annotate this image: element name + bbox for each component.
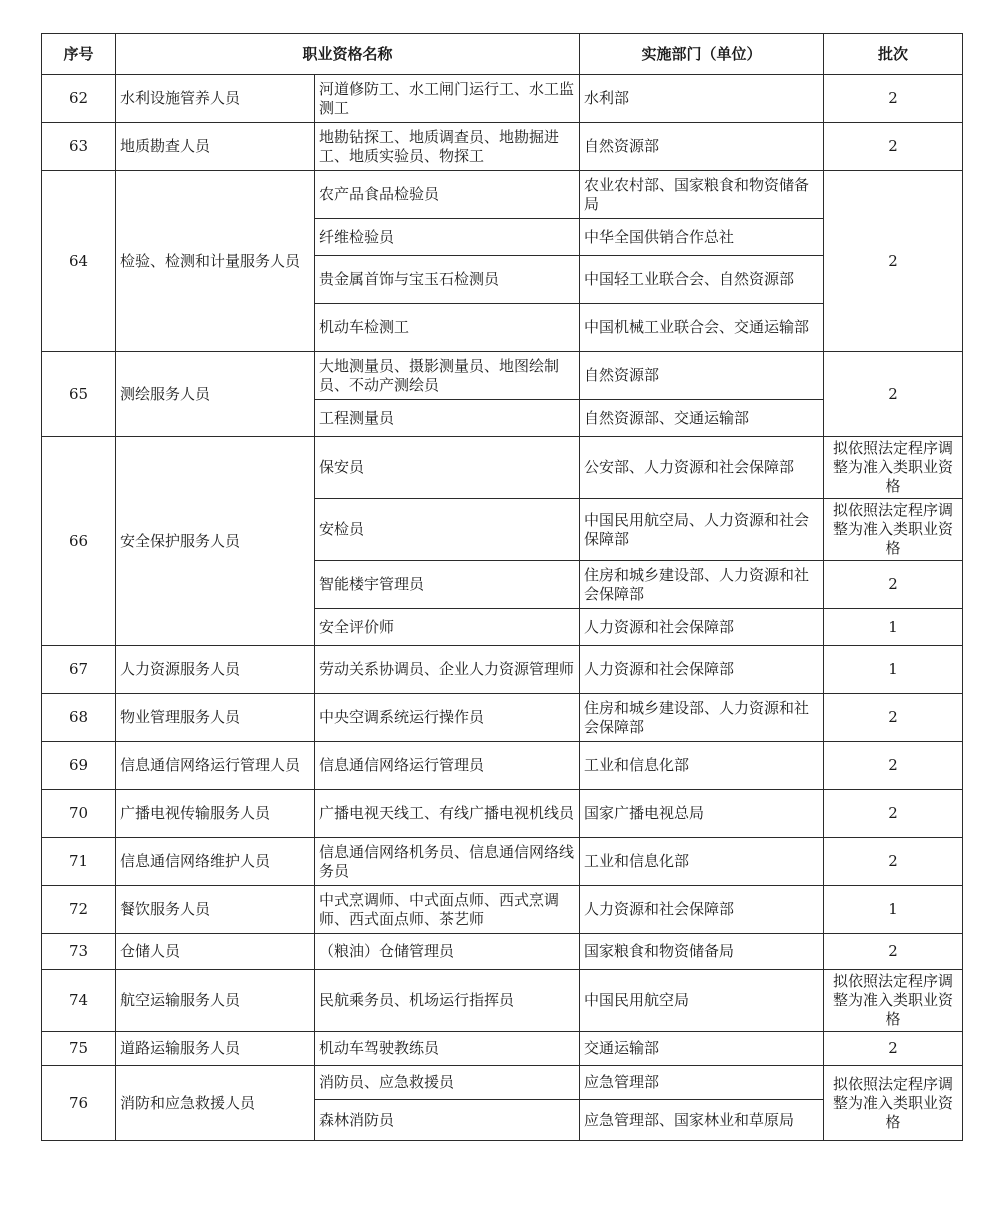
implementing-department: 国家广播电视总局 bbox=[580, 790, 824, 838]
occupation-category: 餐饮服务人员 bbox=[116, 886, 315, 934]
occupation-category: 信息通信网络维护人员 bbox=[116, 838, 315, 886]
batch: 2 bbox=[824, 123, 963, 171]
header-num: 序号 bbox=[42, 34, 116, 75]
implementing-department: 住房和城乡建设部、人力资源和社会保障部 bbox=[580, 694, 824, 742]
batch: 2 bbox=[824, 742, 963, 790]
occupation-category: 道路运输服务人员 bbox=[116, 1032, 315, 1066]
qualification-name: 安全评价师 bbox=[315, 609, 580, 646]
row-number: 68 bbox=[42, 694, 116, 742]
implementing-department: 自然资源部 bbox=[580, 352, 824, 400]
table-row bbox=[42, 790, 963, 838]
row-number: 71 bbox=[42, 838, 116, 886]
table-row bbox=[42, 886, 963, 934]
implementing-department: 交通运输部 bbox=[580, 1032, 824, 1066]
implementing-department: 工业和信息化部 bbox=[580, 838, 824, 886]
occupation-category: 航空运输服务人员 bbox=[116, 970, 315, 1032]
row-number: 63 bbox=[42, 123, 116, 171]
batch: 拟依照法定程序调整为准入类职业资格 bbox=[824, 437, 963, 499]
table-row bbox=[42, 934, 963, 970]
qualification-name: 保安员 bbox=[315, 437, 580, 499]
occupation-category: 水利设施管养人员 bbox=[116, 75, 315, 123]
qualification-name: 信息通信网络运行管理员 bbox=[315, 742, 580, 790]
qualification-table bbox=[41, 33, 963, 1141]
implementing-department: 人力资源和社会保障部 bbox=[580, 609, 824, 646]
batch: 2 bbox=[824, 171, 963, 352]
row-number: 76 bbox=[42, 1066, 116, 1141]
qualification-name: 智能楼宇管理员 bbox=[315, 561, 580, 609]
qualification-name: 消防员、应急救援员 bbox=[315, 1066, 580, 1100]
row-number: 75 bbox=[42, 1032, 116, 1066]
qualification-name: 中央空调系统运行操作员 bbox=[315, 694, 580, 742]
batch: 2 bbox=[824, 934, 963, 970]
batch: 2 bbox=[824, 694, 963, 742]
header-row bbox=[42, 34, 963, 75]
occupation-category: 物业管理服务人员 bbox=[116, 694, 315, 742]
row-number: 74 bbox=[42, 970, 116, 1032]
implementing-department: 中国民用航空局、人力资源和社会保障部 bbox=[580, 499, 824, 561]
implementing-department: 国家粮食和物资储备局 bbox=[580, 934, 824, 970]
occupation-category: 地质勘查人员 bbox=[116, 123, 315, 171]
table-row bbox=[42, 646, 963, 694]
occupation-category: 人力资源服务人员 bbox=[116, 646, 315, 694]
qualification-name: 大地测量员、摄影测量员、地图绘制员、不动产测绘员 bbox=[315, 352, 580, 400]
qualification-name: 广播电视天线工、有线广播电视机线员 bbox=[315, 790, 580, 838]
row-number: 72 bbox=[42, 886, 116, 934]
qualification-name: 中式烹调师、中式面点师、西式烹调师、西式面点师、茶艺师 bbox=[315, 886, 580, 934]
implementing-department: 中国机械工业联合会、交通运输部 bbox=[580, 304, 824, 352]
qualification-name: 信息通信网络机务员、信息通信网络线务员 bbox=[315, 838, 580, 886]
implementing-department: 农业农村部、国家粮食和物资储备局 bbox=[580, 171, 824, 219]
qualification-name: 机动车驾驶教练员 bbox=[315, 1032, 580, 1066]
qualification-name: 民航乘务员、机场运行指挥员 bbox=[315, 970, 580, 1032]
implementing-department: 应急管理部、国家林业和草原局 bbox=[580, 1100, 824, 1141]
header-batch: 批次 bbox=[824, 34, 963, 75]
implementing-department: 中国轻工业联合会、自然资源部 bbox=[580, 256, 824, 304]
table-row bbox=[42, 75, 963, 123]
implementing-department: 自然资源部、交通运输部 bbox=[580, 400, 824, 437]
batch: 拟依照法定程序调整为准入类职业资格 bbox=[824, 499, 963, 561]
occupation-category: 检验、检测和计量服务人员 bbox=[116, 171, 315, 352]
qualification-name: 河道修防工、水工闸门运行工、水工监测工 bbox=[315, 75, 580, 123]
qualification-name: 农产品食品检验员 bbox=[315, 171, 580, 219]
batch: 2 bbox=[824, 790, 963, 838]
implementing-department: 工业和信息化部 bbox=[580, 742, 824, 790]
implementing-department: 应急管理部 bbox=[580, 1066, 824, 1100]
batch: 1 bbox=[824, 609, 963, 646]
batch: 1 bbox=[824, 646, 963, 694]
qualification-name: 机动车检测工 bbox=[315, 304, 580, 352]
row-number: 64 bbox=[42, 171, 116, 352]
implementing-department: 水利部 bbox=[580, 75, 824, 123]
occupation-category: 仓储人员 bbox=[116, 934, 315, 970]
occupation-category: 消防和应急救援人员 bbox=[116, 1066, 315, 1141]
batch: 2 bbox=[824, 561, 963, 609]
header-dept: 实施部门（单位） bbox=[580, 34, 824, 75]
row-number: 62 bbox=[42, 75, 116, 123]
row-number: 70 bbox=[42, 790, 116, 838]
header-name: 职业资格名称 bbox=[116, 34, 580, 75]
table-row bbox=[42, 1032, 963, 1066]
batch: 拟依照法定程序调整为准入类职业资格 bbox=[824, 970, 963, 1032]
occupation-category: 测绘服务人员 bbox=[116, 352, 315, 437]
qualification-name: 劳动关系协调员、企业人力资源管理师 bbox=[315, 646, 580, 694]
qualification-name: 地勘钻探工、地质调查员、地勘掘进工、地质实验员、物探工 bbox=[315, 123, 580, 171]
batch: 1 bbox=[824, 886, 963, 934]
table-row bbox=[42, 694, 963, 742]
implementing-department: 人力资源和社会保障部 bbox=[580, 886, 824, 934]
table-row bbox=[42, 838, 963, 886]
implementing-department: 自然资源部 bbox=[580, 123, 824, 171]
implementing-department: 中国民用航空局 bbox=[580, 970, 824, 1032]
occupation-category: 广播电视传输服务人员 bbox=[116, 790, 315, 838]
implementing-department: 公安部、人力资源和社会保障部 bbox=[580, 437, 824, 499]
batch: 2 bbox=[824, 838, 963, 886]
row-number: 73 bbox=[42, 934, 116, 970]
implementing-department: 中华全国供销合作总社 bbox=[580, 219, 824, 256]
table-row bbox=[42, 437, 963, 499]
qualification-name: 贵金属首饰与宝玉石检测员 bbox=[315, 256, 580, 304]
row-number: 66 bbox=[42, 437, 116, 646]
row-number: 67 bbox=[42, 646, 116, 694]
table-body bbox=[42, 75, 963, 1141]
qualification-name: 纤维检验员 bbox=[315, 219, 580, 256]
occupation-category: 安全保护服务人员 bbox=[116, 437, 315, 646]
table-row bbox=[42, 970, 963, 1032]
batch: 拟依照法定程序调整为准入类职业资格 bbox=[824, 1066, 963, 1141]
table-row bbox=[42, 171, 963, 219]
table-row bbox=[42, 123, 963, 171]
table-row bbox=[42, 742, 963, 790]
row-number: 69 bbox=[42, 742, 116, 790]
qualification-name: 森林消防员 bbox=[315, 1100, 580, 1141]
batch: 2 bbox=[824, 1032, 963, 1066]
implementing-department: 人力资源和社会保障部 bbox=[580, 646, 824, 694]
table-row bbox=[42, 1066, 963, 1100]
row-number: 65 bbox=[42, 352, 116, 437]
qualification-name: 安检员 bbox=[315, 499, 580, 561]
implementing-department: 住房和城乡建设部、人力资源和社会保障部 bbox=[580, 561, 824, 609]
batch: 2 bbox=[824, 352, 963, 437]
qualification-name: （粮油）仓储管理员 bbox=[315, 934, 580, 970]
qualification-name: 工程测量员 bbox=[315, 400, 580, 437]
table-row bbox=[42, 352, 963, 400]
batch: 2 bbox=[824, 75, 963, 123]
occupation-category: 信息通信网络运行管理人员 bbox=[116, 742, 315, 790]
